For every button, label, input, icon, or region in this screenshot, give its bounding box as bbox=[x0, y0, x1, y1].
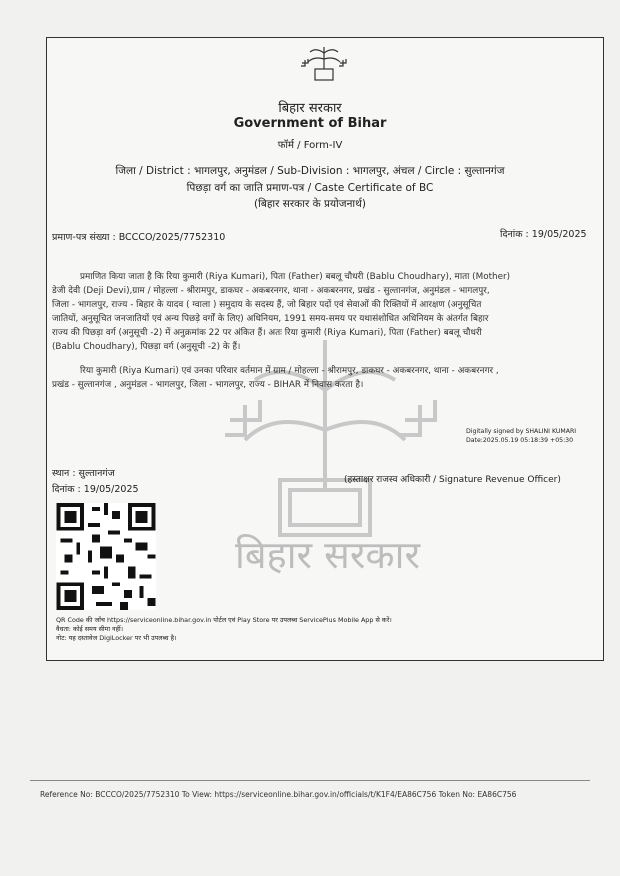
body-line: (Bablu Choudhary), पिछड़ा वर्ग (अनुसूची -2) के हैं। bbox=[52, 342, 241, 352]
purpose-line: (बिहार सरकार के प्रयोजनार्थ) bbox=[254, 198, 366, 210]
issue-date-top: दिनांक : 19/05/2025 bbox=[500, 229, 587, 240]
body-line: प्रमाणित किया जाता है कि रिया कुमारी (Riya Kumari), पिता (Father) बबलू चौधरी (Bablu Choudhary), माता (Mother) bbox=[80, 272, 511, 282]
body-line: जिला - भागलपुर, राज्य - बिहार के यादव ( ग्वाला ) समुदाय के सदस्य हैं, जो बिहार पदों एवं सेवाओं की रिक्तियों में आरक्षण (अनुसूचित bbox=[52, 300, 482, 310]
digilocker-note: नोट: यह दस्तावेज DigiLocker पर भी उपलब्ध है। bbox=[56, 634, 177, 642]
qr-note: QR Code की जाँच https://serviceonline.bihar.gov.in पोर्टल एवं Play Store पर उपलब्ध ServicePlus Mobile App से करें। bbox=[56, 616, 392, 624]
qr-code bbox=[56, 503, 156, 610]
certificate-number: प्रमाण-पत्र संख्या : BCCCO/2025/7752310 bbox=[52, 232, 226, 243]
verification-notes bbox=[56, 616, 496, 643]
form-number: फॉर्म / Form-IV bbox=[277, 140, 343, 151]
page-title: Government of Bihar bbox=[233, 116, 387, 131]
digital-sign-date: Date:2025.05.19 05:18:39 +05:30 bbox=[466, 437, 574, 444]
location-line: जिला / District : भागलपुर, अनुमंडल / Sub-Division : भागलपुर, अंचल / Circle : सुल्तानगंज bbox=[115, 165, 505, 177]
certificate-body bbox=[52, 270, 597, 392]
digital-signer: Digitally signed by SHALINI KUMARI bbox=[466, 428, 577, 435]
hindi-title: बिहार सरकार bbox=[278, 101, 342, 116]
officer-signature-label: (हस्ताक्षर राजस्व अधिकारी / Signature Revenue Officer) bbox=[344, 475, 561, 485]
bihar-emblem-icon bbox=[298, 45, 350, 83]
footer-divider bbox=[30, 780, 590, 781]
issue-date-bottom: दिनांक : 19/05/2025 bbox=[52, 484, 139, 495]
certificate-title: पिछड़ा वर्ग का जाति प्रमाण-पत्र / Caste Certificate of BC bbox=[186, 182, 434, 194]
body-line: जातियों, अनुसूचित जनजातियों एवं अन्य पिछड़े वर्गों के लिए) अधिनियम, 1991 समय-समय पर यथासंशोधित अधिनियम के अंतर्गत बिहार bbox=[52, 314, 489, 324]
watermark-text: बिहार सरकार bbox=[235, 533, 420, 577]
digital-signature bbox=[466, 427, 576, 445]
body-line: राज्य की पिछड़ा वर्ग (अनुसूची -2) में अनुक्रमांक 22 पर अंकित हैं। अतः रिया कुमारी (Riya Kumari), पिता (Father) बबलू चौधरी bbox=[52, 328, 482, 338]
reference-line: Reference No: BCCCO/2025/7752310 To View: https://serviceonline.bihar.gov.in/officials/t/K1F4/EA86C756 Token No: EA86C756 bbox=[40, 790, 517, 799]
place-label: स्थान : सुल्तानगंज bbox=[52, 468, 115, 479]
validity-note: वैधता: कोई समय सीमा नहीं। bbox=[56, 625, 124, 633]
body-line: रिया कुमारी (Riya Kumari) एवं उनका परिवार वर्तमान में ग्राम / मोहल्ला - श्रीरामपुर, डाकघर - अकबरनगर, थाना - अकबरनगर , bbox=[80, 366, 499, 376]
body-line: प्रखंड - सुल्तानगंज , अनुमंडल - भागलपुर, जिला - भागलपुर, राज्य - BIHAR में निवास करता है। bbox=[52, 380, 364, 390]
body-line: डेजी देवी (Deji Devi),ग्राम / मोहल्ला - श्रीरामपुर, डाकघर - अकबरनगर, थाना - अकबरनगर, प्रखंड - सुल्तानगंज, अनुमंडल - भागलपुर, bbox=[52, 286, 490, 296]
